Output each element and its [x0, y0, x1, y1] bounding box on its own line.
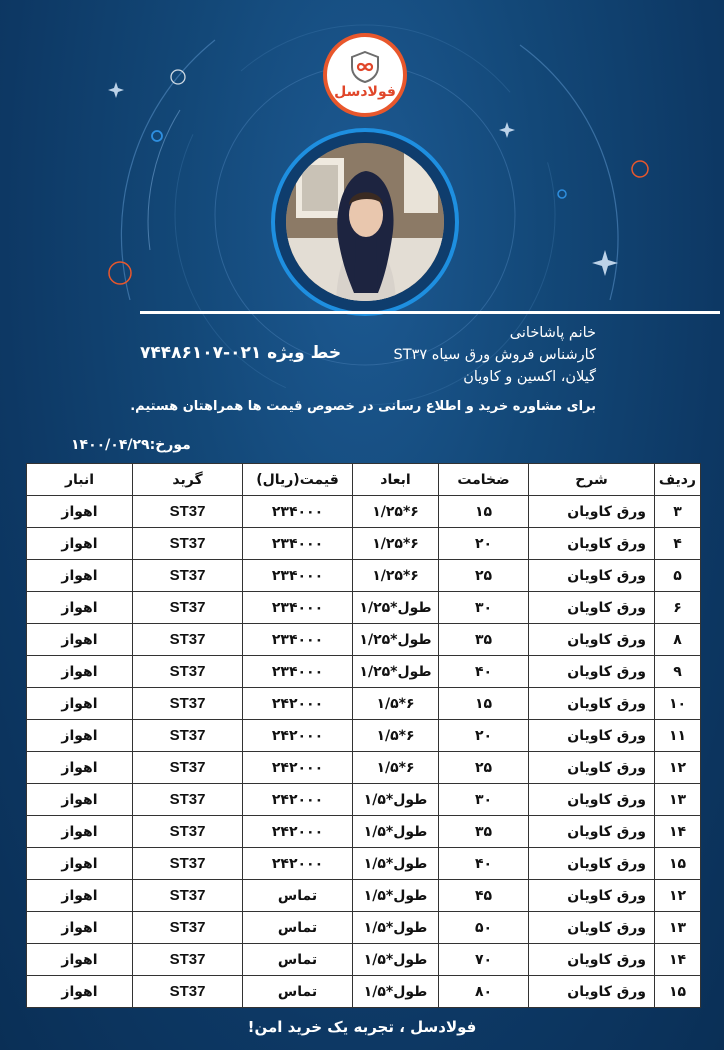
cell-dimensions: طول*۱/۵	[353, 784, 439, 816]
cell-grade: ST37	[133, 688, 243, 720]
table-row	[27, 976, 701, 1008]
cell-thickness: ۷۰	[439, 944, 529, 976]
sales-expert-photo	[286, 143, 444, 301]
cell-thickness: ۲۰	[439, 528, 529, 560]
cell-warehouse: اهواز	[27, 752, 133, 784]
cell-price: ۲۴۲۰۰۰	[243, 816, 353, 848]
cell-description: ورق کاویان	[529, 624, 655, 656]
table-body	[27, 496, 701, 1008]
table-row	[27, 560, 701, 592]
cell-warehouse: اهواز	[27, 592, 133, 624]
cell-row-number: ۱۳	[655, 912, 701, 944]
table-row	[27, 784, 701, 816]
brand-logo	[323, 33, 407, 117]
cell-description: ورق کاویان	[529, 560, 655, 592]
cell-description: ورق کاویان	[529, 784, 655, 816]
cell-description: ورق کاویان	[529, 880, 655, 912]
cell-warehouse: اهواز	[27, 944, 133, 976]
price-table	[26, 463, 701, 1008]
cell-dimensions: ۶*۱/۵	[353, 752, 439, 784]
cell-warehouse: اهواز	[27, 560, 133, 592]
cell-grade: ST37	[133, 720, 243, 752]
date-label: مورخ:۱۴۰۰/۰۴/۲۹	[71, 437, 191, 453]
cell-grade: ST37	[133, 592, 243, 624]
cell-row-number: ۱۴	[655, 816, 701, 848]
cell-price: ۲۳۴۰۰۰	[243, 496, 353, 528]
table-row	[27, 592, 701, 624]
cell-price: ۲۴۲۰۰۰	[243, 720, 353, 752]
cell-row-number: ۵	[655, 560, 701, 592]
cell-thickness: ۵۰	[439, 912, 529, 944]
cell-dimensions: طول*۱/۲۵	[353, 592, 439, 624]
cell-dimensions: ۶*۱/۲۵	[353, 496, 439, 528]
cell-price: ۲۴۲۰۰۰	[243, 752, 353, 784]
header-thickness: ضخامت	[439, 464, 529, 496]
cell-warehouse: اهواز	[27, 880, 133, 912]
cell-price: تماس	[243, 880, 353, 912]
footer-slogan: فولادسل ، تجربه یک خرید امن!	[247, 1018, 477, 1036]
table-row	[27, 944, 701, 976]
contact-name: خانم پاشاخانی	[509, 325, 596, 341]
cell-row-number: ۹	[655, 656, 701, 688]
header-warehouse: انبار	[27, 464, 133, 496]
cell-thickness: ۴۵	[439, 880, 529, 912]
cell-row-number: ۳	[655, 496, 701, 528]
cell-dimensions: طول*۱/۵	[353, 848, 439, 880]
cell-thickness: ۳۵	[439, 816, 529, 848]
cell-thickness: ۳۰	[439, 784, 529, 816]
cell-warehouse: اهواز	[27, 496, 133, 528]
cell-price: ۲۴۲۰۰۰	[243, 848, 353, 880]
table-row	[27, 624, 701, 656]
divider-line	[140, 311, 720, 314]
cell-grade: ST37	[133, 784, 243, 816]
cell-description: ورق کاویان	[529, 592, 655, 624]
table-row	[27, 688, 701, 720]
header-grade: گرید	[133, 464, 243, 496]
table-row	[27, 816, 701, 848]
cell-grade: ST37	[133, 848, 243, 880]
cell-description: ورق کاویان	[529, 976, 655, 1008]
cell-grade: ST37	[133, 816, 243, 848]
cell-dimensions: ۶*۱/۲۵	[353, 528, 439, 560]
header-row-number: ردیف	[655, 464, 701, 496]
cell-dimensions: طول*۱/۵	[353, 880, 439, 912]
cell-thickness: ۳۰	[439, 592, 529, 624]
cell-row-number: ۱۲	[655, 752, 701, 784]
table-row	[27, 752, 701, 784]
cell-grade: ST37	[133, 944, 243, 976]
cell-dimensions: ۶*۱/۵	[353, 720, 439, 752]
table-header-row	[27, 464, 701, 496]
table-row	[27, 656, 701, 688]
table-row	[27, 912, 701, 944]
cell-grade: ST37	[133, 560, 243, 592]
cell-description: ورق کاویان	[529, 816, 655, 848]
cell-row-number: ۴	[655, 528, 701, 560]
table-row	[27, 880, 701, 912]
cell-row-number: ۱۳	[655, 784, 701, 816]
cell-warehouse: اهواز	[27, 528, 133, 560]
cell-thickness: ۴۰	[439, 848, 529, 880]
phone-line[interactable]: خط ویژه ۰۲۱-۷۴۴۸۶۱۰۷	[140, 343, 342, 363]
table-row	[27, 848, 701, 880]
cell-description: ورق کاویان	[529, 656, 655, 688]
cell-thickness: ۴۰	[439, 656, 529, 688]
cell-description: ورق کاویان	[529, 496, 655, 528]
cell-grade: ST37	[133, 624, 243, 656]
cell-thickness: ۱۵	[439, 688, 529, 720]
cell-thickness: ۳۵	[439, 624, 529, 656]
cell-dimensions: طول*۱/۲۵	[353, 624, 439, 656]
consult-text: برای مشاوره خرید و اطلاع رسانی در خصوص قیمت ها همراهتان هستیم.	[130, 399, 596, 414]
table-row	[27, 496, 701, 528]
header-price: قیمت(ریال)	[243, 464, 353, 496]
cell-price: تماس	[243, 944, 353, 976]
contact-products: گیلان، اکسین و کاویان	[463, 369, 596, 385]
cell-row-number: ۱۰	[655, 688, 701, 720]
cell-row-number: ۱۵	[655, 976, 701, 1008]
cell-row-number: ۸	[655, 624, 701, 656]
cell-warehouse: اهواز	[27, 688, 133, 720]
contact-role: کارشناس فروش ورق سیاه ST۳۷	[393, 347, 596, 363]
cell-thickness: ۸۰	[439, 976, 529, 1008]
cell-price: ۲۳۴۰۰۰	[243, 624, 353, 656]
cell-warehouse: اهواز	[27, 656, 133, 688]
header-description: شرح	[529, 464, 655, 496]
cell-warehouse: اهواز	[27, 912, 133, 944]
cell-warehouse: اهواز	[27, 848, 133, 880]
cell-row-number: ۱۲	[655, 880, 701, 912]
cell-warehouse: اهواز	[27, 720, 133, 752]
cell-thickness: ۲۵	[439, 560, 529, 592]
cell-row-number: ۱۵	[655, 848, 701, 880]
cell-thickness: ۲۵	[439, 752, 529, 784]
cell-price: ۲۴۲۰۰۰	[243, 688, 353, 720]
cell-price: ۲۳۴۰۰۰	[243, 560, 353, 592]
cell-price: ۲۳۴۰۰۰	[243, 592, 353, 624]
cell-dimensions: طول*۱/۲۵	[353, 656, 439, 688]
cell-grade: ST37	[133, 880, 243, 912]
cell-row-number: ۱۱	[655, 720, 701, 752]
cell-price: ۲۴۲۰۰۰	[243, 784, 353, 816]
cell-description: ورق کاویان	[529, 912, 655, 944]
cell-dimensions: ۶*۱/۲۵	[353, 560, 439, 592]
cell-warehouse: اهواز	[27, 976, 133, 1008]
cell-price: ۲۳۴۰۰۰	[243, 528, 353, 560]
cell-row-number: ۱۴	[655, 944, 701, 976]
cell-description: ورق کاویان	[529, 720, 655, 752]
logo-text: فولادسل	[334, 83, 396, 100]
cell-grade: ST37	[133, 496, 243, 528]
contact-info	[394, 322, 596, 388]
cell-row-number: ۶	[655, 592, 701, 624]
shield-icon	[350, 51, 380, 83]
cell-description: ورق کاویان	[529, 944, 655, 976]
cell-grade: ST37	[133, 752, 243, 784]
cell-dimensions: طول*۱/۵	[353, 944, 439, 976]
cell-grade: ST37	[133, 528, 243, 560]
cell-thickness: ۲۰	[439, 720, 529, 752]
cell-description: ورق کاویان	[529, 688, 655, 720]
cell-dimensions: طول*۱/۵	[353, 912, 439, 944]
cell-price: ۲۳۴۰۰۰	[243, 656, 353, 688]
cell-price: تماس	[243, 976, 353, 1008]
cell-grade: ST37	[133, 976, 243, 1008]
table-row	[27, 720, 701, 752]
cell-dimensions: ۶*۱/۵	[353, 688, 439, 720]
cell-warehouse: اهواز	[27, 784, 133, 816]
cell-price: تماس	[243, 912, 353, 944]
table-row	[27, 528, 701, 560]
cell-warehouse: اهواز	[27, 816, 133, 848]
cell-grade: ST37	[133, 912, 243, 944]
header-dimensions: ابعاد	[353, 464, 439, 496]
cell-warehouse: اهواز	[27, 624, 133, 656]
cell-thickness: ۱۵	[439, 496, 529, 528]
cell-dimensions: طول*۱/۵	[353, 816, 439, 848]
cell-grade: ST37	[133, 656, 243, 688]
cell-dimensions: طول*۱/۵	[353, 976, 439, 1008]
cell-description: ورق کاویان	[529, 752, 655, 784]
cell-description: ورق کاویان	[529, 528, 655, 560]
cell-description: ورق کاویان	[529, 848, 655, 880]
